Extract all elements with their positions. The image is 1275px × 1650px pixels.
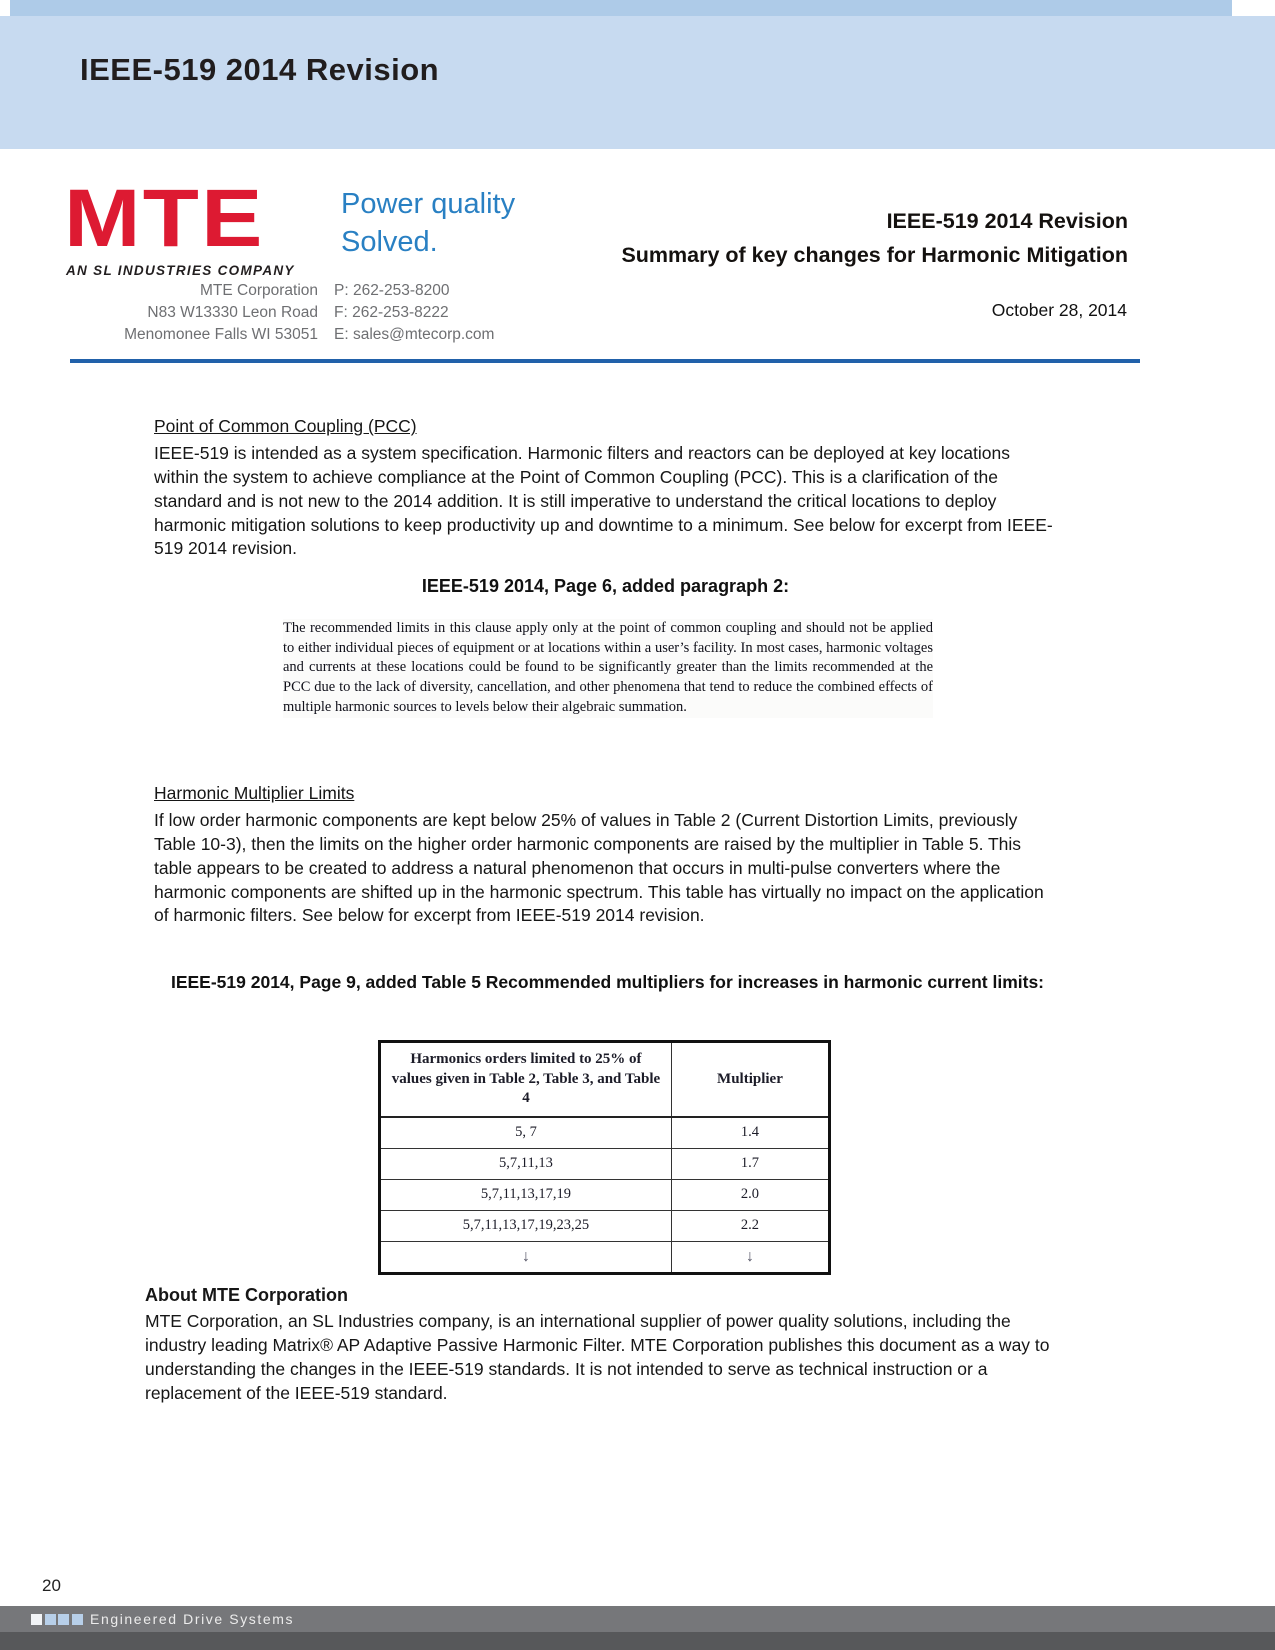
mte-logo: MTE: [64, 173, 265, 264]
slogan-line-1: Power quality: [341, 188, 516, 220]
banner-title: IEEE-519 2014 Revision: [80, 52, 440, 87]
about-paragraph: MTE Corporation, an SL Industries company, is an international supplier of power quality solutions, including the industry leading Matrix® AP Adaptive Passive Harmonic Filter. MTE Corporation publishes this document as a way to understanding the changes in the IEEE-519 standards. It is not intended to serve as technical instruction or a replacement of the IEEE-519 standard.: [145, 1310, 1050, 1403]
multiplier-heading: Harmonic Multiplier Limits: [154, 783, 355, 803]
contact-street: N83 W13330 Leon Road: [147, 304, 318, 321]
document-title-line-2: Summary of key changes for Harmonic Mitigation: [621, 242, 1128, 267]
table-row: [380, 1210, 830, 1241]
section-about: [145, 1283, 1060, 1406]
contact-phone: P: 262-253-8200: [334, 282, 450, 299]
table-row: [380, 1117, 830, 1149]
banner: [0, 16, 1275, 149]
header-divider-rule: [70, 359, 1140, 363]
excerpt-caption: IEEE-519 2014, Page 6, added paragraph 2:: [421, 576, 790, 596]
contact-phone-column: [334, 280, 494, 346]
orders-cell: 5, 7: [380, 1117, 672, 1149]
section-multiplier: [154, 782, 1059, 928]
multiplier-cell: 1.4: [671, 1117, 829, 1149]
section-pcc: [154, 415, 1057, 561]
footer-bar: [0, 1606, 1275, 1632]
logo-slogan: [341, 186, 515, 261]
table-row-continuation: [380, 1241, 830, 1273]
pcc-paragraph: IEEE-519 is intended as a system specification. Harmonic filters and reactors can be deployed at key locations within the system to achieve compliance at the Point of Common Coupling (PCC). This is a clarification of the standard and is not new to the 2014 addition. It is still imperative to understand the critical locations to deploy harmonic mitigation solutions to keep productivity up and downtime to a minimum. See below for excerpt from IEEE-519 2014 revision.: [154, 442, 1053, 559]
contact-email: E: sales@mtecorp.com: [334, 326, 495, 343]
table-header-orders: Harmonics orders limited to 25% of values given in Table 2, Table 3, and Table 4: [380, 1042, 672, 1117]
orders-cell: 5,7,11,13: [380, 1148, 672, 1179]
pcc-heading: Point of Common Coupling (PCC): [154, 416, 417, 436]
document-title: [621, 205, 1128, 273]
table-row: [380, 1179, 830, 1210]
footer-square-icon: [72, 1614, 83, 1625]
table-caption: IEEE-519 2014, Page 9, added Table 5 Recommended multipliers for increases in harmonic current limits:: [170, 972, 1045, 992]
multiplier-cell: 1.7: [671, 1148, 829, 1179]
contact-city: Menomonee Falls WI 53051: [124, 326, 318, 343]
multiplier-cell: 2.0: [671, 1179, 829, 1210]
about-heading: About MTE Corporation: [145, 1285, 348, 1305]
slogan-line-2: Solved.: [341, 225, 438, 258]
contact-name: MTE Corporation: [199, 282, 318, 299]
table-header-row: [380, 1042, 830, 1117]
ieee-excerpt-text: The recommended limits in this clause apply only at the point of common coupling and should not be applied to either individual pieces of equipment or at locations within a user’s facility. In most cases, harmonic voltages and currents at these locations could be found to be significantly greater than the limits recommended at the PCC due to the lack of diversity, cancellation, and other phenomena that tend to reduce the combined effects of multiple harmonic sources to levels below their algebraic summation.: [283, 619, 933, 718]
document-title-line-1: IEEE-519 2014 Revision: [886, 209, 1128, 233]
table-header-multiplier: Multiplier: [671, 1042, 829, 1117]
contact-fax: F: 262-253-8222: [334, 304, 449, 321]
logo-subtext: AN SL INDUSTRIES COMPANY: [66, 263, 295, 278]
footer-square-icon: [58, 1614, 69, 1625]
table-row: [380, 1148, 830, 1179]
footer-bottom-strip: [0, 1632, 1275, 1650]
multiplier-paragraph: If low order harmonic components are kept below 25% of values in Table 2 (Current Distortion Limits, previously Table 10-3), then the limits on the higher order harmonic components are raised by the multiplier in Table 5. This table appears to be created to address a natural phenomenon that occurs in multi-pulse converters where the harmonic components are shifted up in the harmonic spectrum. This table has virtually no impact on the application of harmonic filters. See below for excerpt from IEEE-519 2014 revision.: [154, 809, 1044, 926]
multiplier-cell: 2.2: [671, 1210, 829, 1241]
footer-brand-text: Engineered Drive Systems: [90, 1611, 295, 1627]
banner-top-strip: [10, 0, 1232, 16]
harmonic-multiplier-table: [378, 1040, 831, 1275]
orders-cell: 5,7,11,13,17,19,23,25: [380, 1210, 672, 1241]
page-number: 20: [42, 1576, 61, 1595]
contact-block: [118, 280, 494, 346]
contact-address-column: [118, 280, 318, 346]
footer-square-icon: [31, 1614, 42, 1625]
footer-square-icon: [45, 1614, 56, 1625]
down-arrow-icon: ↓: [380, 1241, 672, 1273]
orders-cell: 5,7,11,13,17,19: [380, 1179, 672, 1210]
down-arrow-icon: ↓: [671, 1241, 829, 1273]
document-date: October 28, 2014: [991, 300, 1127, 320]
